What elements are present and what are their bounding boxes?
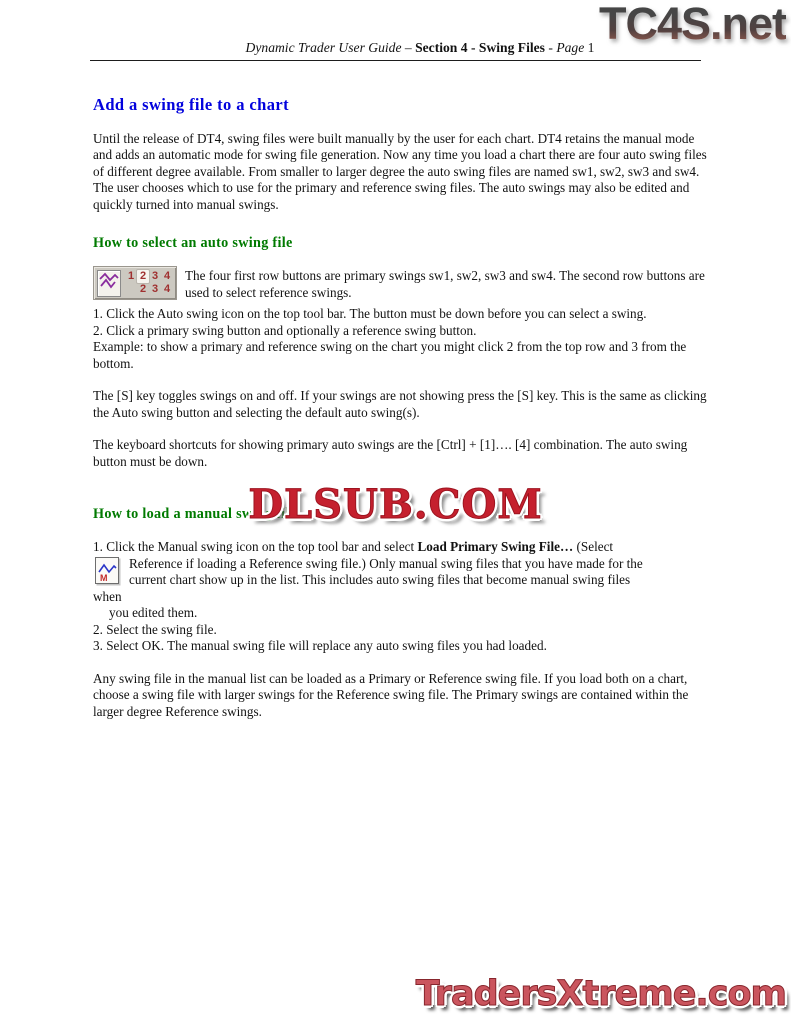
primary-swing-3-button: 3 — [151, 270, 159, 282]
manual-step-1-block — [93, 539, 707, 622]
page-content — [93, 0, 707, 720]
header-page-number: 1 — [584, 40, 595, 55]
paragraph-intro: Until the release of DT4, swing files were built manually by the user for each chart. DT4 retains the manual mode and adds an automatic mode for swing file generation. Now any time you load a chart there are four auto swing files of different degree available. From smaller to larger degree the auto swing files are named sw1, sw2, sw3 and sw4. The user chooses which to use for the primary and reference swing files. The auto swings may also be edited and quickly turned into manual swings. — [93, 130, 707, 212]
heading-select-auto-swing: How to select an auto swing file — [93, 235, 293, 251]
heading-load-manual-swing: How to load a manual swing file — [93, 506, 297, 522]
primary-swing-row — [125, 270, 173, 283]
reference-swing-row — [125, 283, 173, 296]
reference-swing-3-button: 3 — [151, 283, 159, 295]
primary-swing-1-button: 1 — [127, 270, 135, 282]
auto-swing-steps — [93, 306, 707, 372]
manual-swing-steps — [93, 622, 707, 655]
header-page-word: Page — [556, 40, 585, 55]
paragraph-closing: Any swing file in the manual list can be loaded as a Primary or Reference swing file. If you load both on a chart, choose a swing file with larger swings for the Reference swing file. The Primary swings are contained within the larger degree Reference swings. — [93, 670, 689, 719]
tradersxtreme-watermark-logo: TradersXtreme.com — [415, 974, 786, 1014]
manual-swing-icon — [95, 557, 119, 584]
manual-step-1-text: 1. Click the Manual swing icon on the top tool bar and select — [93, 539, 418, 554]
manual-icon-letter: M — [100, 573, 108, 583]
auto-step-1: 1. Click the Auto swing icon on the top tool bar. The button must be down before you can select a swing. — [93, 306, 647, 321]
manual-step-2: 2. Select the swing file. — [93, 621, 217, 637]
manual-step-1-line-5: you edited them. — [109, 605, 198, 620]
auto-step-example: Example: to show a primary and reference swing on the chart you might click 2 from the top row and 3 from the bottom. — [93, 339, 687, 371]
manual-step-3: 3. Select OK. The manual swing file will replace any auto swing files you had loaded. — [93, 638, 547, 653]
primary-swing-2-button: 2 — [137, 270, 149, 283]
primary-swing-4-button: 4 — [163, 270, 171, 282]
header-guide-title: Dynamic Trader User Guide — [245, 40, 402, 55]
load-primary-swing-file-label: Load Primary Swing File… — [417, 539, 574, 554]
manual-step-1-tail: (Select — [573, 539, 614, 554]
manual-step-1-line-3: current chart show up in the list. This includes auto swing files that become manual swing files — [129, 572, 631, 587]
header-section-title: Section 4 - Swing Files — [415, 40, 545, 55]
header-separator: – — [401, 40, 416, 55]
auto-step-2: 2. Click a primary swing button and optionally a reference swing button. — [93, 322, 477, 338]
auto-swing-button — [97, 270, 121, 297]
auto-swing-zigzag-icon — [99, 271, 119, 296]
reference-swing-4-button: 4 — [163, 283, 171, 295]
manual-step-1-line-1 — [93, 539, 707, 556]
manual-step-1-line-2: Reference if loading a Reference swing file.) Only manual swing files that you have made for the — [129, 555, 643, 571]
header-rule — [90, 60, 701, 61]
paragraph-keyboard-shortcuts: The keyboard shortcuts for showing primary auto swings are the [Ctrl] + [1]…. [4] combination. The auto swing button must be down. — [93, 437, 688, 469]
dlsub-watermark-logo: DLSUB.COM — [248, 481, 543, 528]
toolbar-caption: The four first row buttons are primary swings sw1, sw2, sw3 and sw4. The second row buttons are used to select reference swings. — [185, 268, 705, 300]
reference-swing-2-button: 2 — [139, 283, 147, 295]
manual-step-1-line-4: when — [93, 588, 122, 604]
tc4s-watermark-logo: TC4S.net — [598, 0, 786, 49]
paragraph-s-key: The [S] key toggles swings on and off. If your swings are not showing press the [S] key. This is the same as clicking the Auto swing button and selecting the default auto swing(s). — [93, 388, 707, 420]
swing-number-buttons — [125, 270, 173, 296]
auto-swing-toolbar-image — [93, 266, 177, 300]
section-heading-add-swing-file: Add a swing file to a chart — [93, 94, 289, 114]
header-separator-2: - — [544, 40, 557, 55]
auto-toolbar-figure — [93, 266, 707, 303]
